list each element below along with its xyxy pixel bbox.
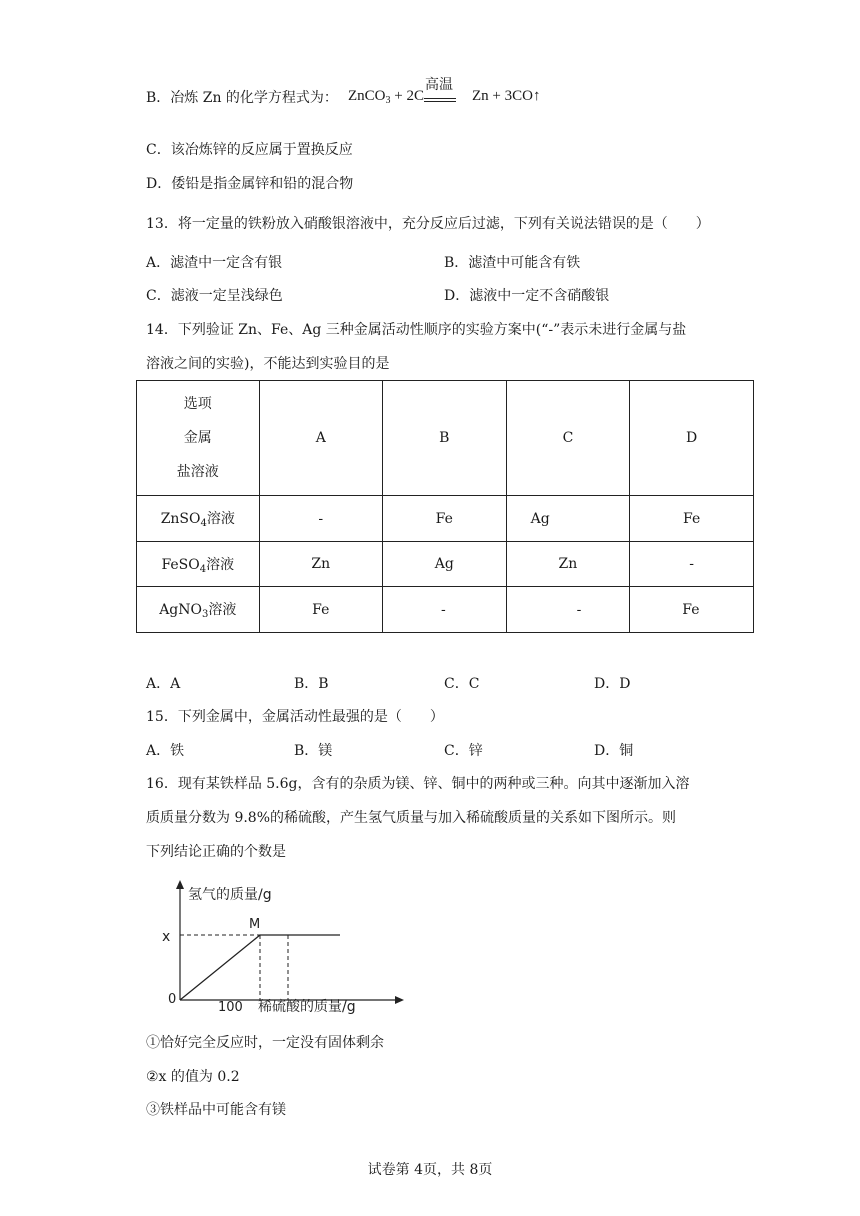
table-cell: Zn — [506, 542, 630, 587]
x-tick-label: 100 — [218, 1000, 243, 1015]
q14-option-b: B．B — [294, 676, 329, 692]
q16-stem-line1: 16．现有某铁样品 5.6g，含有的杂质为镁、锌、铜中的两种或三种。向其中逐渐加入溶 — [146, 776, 690, 792]
q14-option-d: D．D — [594, 676, 631, 692]
q12-option-b-text: B．冶炼 Zn 的化学方程式为： — [146, 90, 338, 106]
header-solution-label: 盐溶液 — [176, 464, 219, 480]
q16-stem-line2: 质质量分数为 9.8%的稀硫酸，产生氢气质量与加入稀硫酸质量的关系如下图所示。则 — [146, 810, 677, 826]
y-tick-label: x — [162, 929, 171, 945]
table-row-label — [137, 542, 260, 587]
row-suffix: 溶液 — [206, 556, 235, 573]
table-cell: Zn — [259, 542, 382, 587]
table-header-row — [137, 381, 754, 496]
q14-option-a: A．A — [146, 676, 181, 692]
row-formula: AgNO — [159, 602, 202, 618]
table-col-d: D — [630, 381, 754, 496]
table-cell: Ag — [506, 496, 630, 542]
table-col-b: B — [382, 381, 506, 496]
row-formula: FeSO — [161, 556, 200, 573]
q14-stem-line2: 溶液之间的实验)，不能达到实验目的是 — [146, 356, 390, 372]
x-axis-label: 稀硫酸的质量/g — [258, 999, 356, 1015]
q13-option-d: D．滤液中一定不含硝酸银 — [444, 288, 610, 304]
q12-option-d: D．倭铅是指金属锌和铅的混合物 — [146, 176, 354, 192]
q16-conclusion-1: ①恰好完全反应时，一定没有固体剩余 — [146, 1035, 384, 1051]
equation-reactant-1: ZnCO — [348, 88, 386, 104]
table-cell: - — [259, 496, 382, 542]
table-cell: - — [506, 587, 630, 633]
row-suffix: 溶液 — [206, 511, 235, 527]
origin-label: 0 — [168, 992, 177, 1007]
q16-chart — [150, 875, 410, 1015]
q14-option-c: C．C — [444, 676, 480, 692]
equation-condition: 高温 — [425, 77, 453, 93]
table-cell: - — [382, 587, 506, 633]
equation-double-bar-bottom — [424, 101, 456, 102]
table-cell: Fe — [630, 496, 754, 542]
q16-stem-line3: 下列结论正确的个数是 — [146, 844, 286, 860]
header-metal-label: 金属 — [183, 430, 212, 446]
table-row — [137, 587, 754, 633]
row-formula-sub: 4 — [199, 563, 207, 575]
q12-option-c: C．该冶炼锌的反应属于置换反应 — [146, 142, 353, 158]
table-header-corner — [137, 381, 260, 496]
q16-conclusion-3: ③铁样品中可能含有镁 — [146, 1102, 286, 1118]
table-row-label — [137, 496, 260, 542]
table-cell: Ag — [382, 542, 506, 587]
q15-option-a: A．铁 — [146, 743, 185, 759]
table-cell: Fe — [630, 587, 754, 633]
page-footer: 试卷第 4页，共 8页 — [367, 1162, 493, 1178]
row-formula-sub: 3 — [202, 609, 209, 620]
gas-arrow-icon: ↑ — [532, 88, 541, 104]
q14-stem-line1: 14．下列验证 Zn、Fe、Ag 三种金属活动性顺序的实验方案中(“-”表示未进行金属与盐 — [146, 322, 687, 338]
equation-products: Zn + 3CO — [471, 88, 533, 104]
q14-table — [136, 380, 754, 633]
q15-stem: 15．下列金属中，金属活动性最强的是（ ） — [146, 709, 444, 725]
equation-reactant-2: + 2C — [390, 88, 424, 104]
row-suffix: 溶液 — [208, 602, 237, 618]
q13-stem: 13．将一定量的铁粉放入硝酸银溶液中，充分反应后过滤，下列有关说法错误的是（ ） — [146, 216, 710, 232]
table-col-c: C — [506, 381, 630, 496]
point-m-label: M — [249, 917, 261, 932]
table-row — [137, 496, 754, 542]
table-row — [137, 542, 754, 587]
q13-option-b: B．滤渣中可能含有铁 — [444, 255, 581, 271]
q15-option-b: B．镁 — [294, 743, 333, 759]
q13-option-c: C．滤液一定呈浅绿色 — [146, 288, 283, 304]
q15-option-d: D．铜 — [594, 743, 634, 759]
y-axis-arrow-icon — [176, 880, 184, 889]
q13-option-a: A．滤渣中一定含有银 — [146, 255, 283, 271]
table-col-a: A — [259, 381, 382, 496]
table-row-label — [137, 587, 260, 633]
q16-conclusion-2: ②x 的值为 0.2 — [146, 1069, 240, 1085]
y-axis-label: 氢气的质量/g — [188, 887, 272, 903]
table-cell: - — [630, 542, 754, 587]
x-axis-arrow-icon — [395, 996, 404, 1004]
equation-double-bar-top — [424, 98, 456, 99]
row-formula-sub: 4 — [200, 518, 207, 529]
q15-option-c: C．锌 — [444, 743, 483, 759]
q12-option-b — [146, 88, 338, 108]
row-formula: ZnSO — [160, 511, 201, 527]
table-cell: Fe — [259, 587, 382, 633]
table-cell: Fe — [382, 496, 506, 542]
header-option-label: 选项 — [183, 396, 212, 412]
equation-subscript: 3 — [385, 95, 391, 106]
